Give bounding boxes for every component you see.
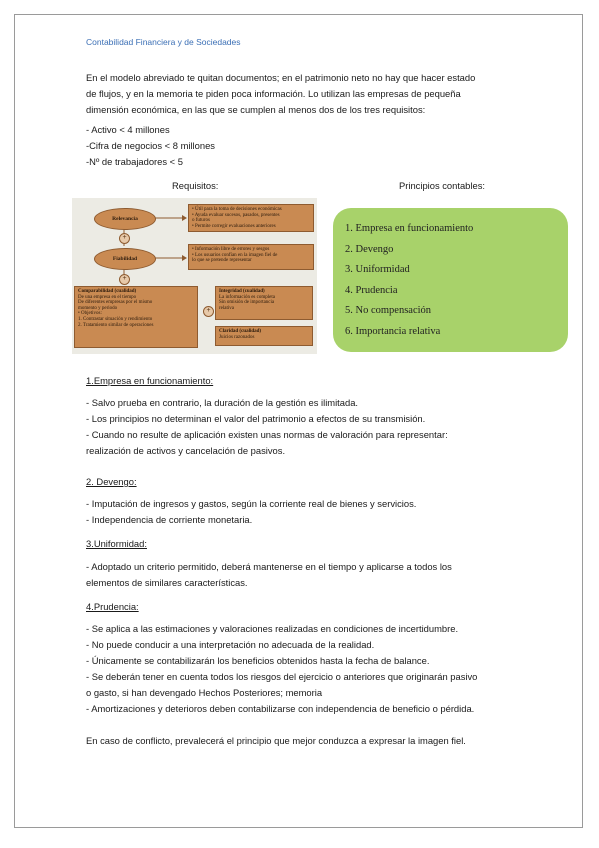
body-line: - Los principios no determinan el valor del patrimonio a efectos de su transmisión. [86,413,426,424]
body-line: - Adoptado un criterio permitido, deberá mantenerse en el tiempo y aplicarse a todos los [86,561,452,572]
fiabilidad-node: Fiabilidad [94,248,156,270]
detail-line: momento y periodo [78,305,118,311]
detail-line: De una empresa en el tiempo [78,294,137,300]
section-title-empresa: 1.Empresa en funcionamiento: [86,375,214,386]
section-body-empresa [86,395,516,459]
principle-item: 1. Empresa en funcionamiento [345,223,474,234]
detail-line: 2. Tratamiento similar de operaciones [78,322,154,328]
detail-line: • Objetivos: [78,311,102,317]
integridad-title: Integridad (cualidad) [219,289,265,294]
claridad-box [215,326,313,346]
body-line: realización de activos y cancelación de pasivos. [86,445,286,456]
relevancia-details [188,204,314,232]
principles-list [345,219,473,342]
requirement-item: -Cifra de negocios < 8 millones [86,140,215,151]
principle-item: 3. Uniformidad [345,264,410,275]
section-body-devengo [86,496,516,528]
principles-box [333,208,568,352]
body-line: - Salvo prueba en contrario, la duración de la gestión es ilimitada. [86,397,359,408]
principle-item: 6. Importancia relativa [345,325,441,337]
section-title-devengo: 2. Devengo: [86,476,137,487]
claridad-title: Claridad (cualidad) [219,329,262,334]
comparabilidad-box [74,286,198,348]
detail-line: Juicios razonados [219,334,255,340]
detail-line: • Permite corregir evaluaciones anteriores [192,223,276,229]
plus-icon: + [119,233,130,244]
plus-icon: + [119,274,130,285]
body-line: - Amortizaciones y deterioros deben contabilizarse con independencia de beneficio o pérdida. [86,703,475,714]
requisitos-label: Requisitos: [172,180,219,191]
detail-line: • Ayuda evaluar sucesos, pasados, presentes [192,212,280,218]
requirements-diagram [72,198,317,354]
intro-line: dimensión económica, en las que se cumplen al menos dos de los tres requisitos: [86,104,426,115]
body-line: - No puede conducir a una interpretación no adecuada de la realidad. [86,639,375,650]
integridad-box [215,286,313,320]
section-title-prudencia: 4.Prudencia: [86,601,139,612]
detail-line: lo que se pretende representar [192,258,252,264]
principios-label: Principios contables: [399,180,485,191]
comparabilidad-title: Comparabilidad (cualidad) [78,289,137,294]
body-line: - Imputación de ingresos y gastos, según la corriente real de bienes y servicios. [86,498,417,509]
requirement-item: -Nº de trabajadores < 5 [86,156,183,167]
body-line: - Se aplica a las estimaciones y valoraciones realizadas en condiciones de incertidumbre. [86,623,459,634]
body-line: o gasto, si han devengado Hechos Posteriores; memoria [86,687,323,698]
intro-line: de flujos, y en la memoria te piden poca información. Lo utilizan las empresas de pequeña [86,88,461,99]
relevancia-node: Relevancia [94,208,156,230]
section-title-uniformidad: 3.Uniformidad: [86,538,147,549]
detail-line: 1. Contrastar situación y rendimiento [78,316,153,322]
body-line: - Cuando no resulte de aplicación existen unas normas de valoración para representar: [86,429,448,440]
body-line: - Independencia de corriente monetaria. [86,514,253,525]
section-body-prudencia [86,621,516,717]
section-body-uniformidad [86,559,516,591]
intro-line: En el modelo abreviado te quitan documentos; en el patrimonio neto no hay que hacer estado [86,72,476,83]
detail-line: Sin omisión de importancia [219,300,275,306]
body-line: - Se deberán tener en cuenta todos los riesgos del ejercicio o anteriores que originarán pasivo [86,671,478,682]
requirement-item: - Activo < 4 millones [86,124,170,135]
detail-line: relativa [219,305,234,311]
principle-item: 2. Devengo [345,243,394,255]
detail-line: • Útil para la toma de decisiones económicas [192,207,282,212]
principle-item: 4. Prudencia [345,284,398,296]
requirements-list [86,122,516,170]
detail-line: o futuros [192,218,210,224]
detail-line: La información es completa [219,294,275,300]
fiabilidad-details [188,244,314,270]
closing-paragraph: En caso de conflicto, prevalecerá el principio que mejor conduzca a expresar la imagen fiel. [86,735,466,746]
document-header: Contabilidad Financiera y de Sociedades [86,37,241,47]
detail-line: • Información libre de errores y sesgos [192,247,270,252]
principle-item: 5. No compensación [345,305,432,316]
detail-line: De diferentes empresas por el mismo [78,300,153,306]
plus-icon: + [203,306,214,317]
detail-line: • Los usuarios confían en la imagen fiel de [192,252,278,258]
body-line: elementos de similares características. [86,577,248,588]
body-line: - Únicamente se contabilizarán los beneficios obtenidos hasta la fecha de balance. [86,655,430,666]
intro-paragraph [86,70,516,118]
